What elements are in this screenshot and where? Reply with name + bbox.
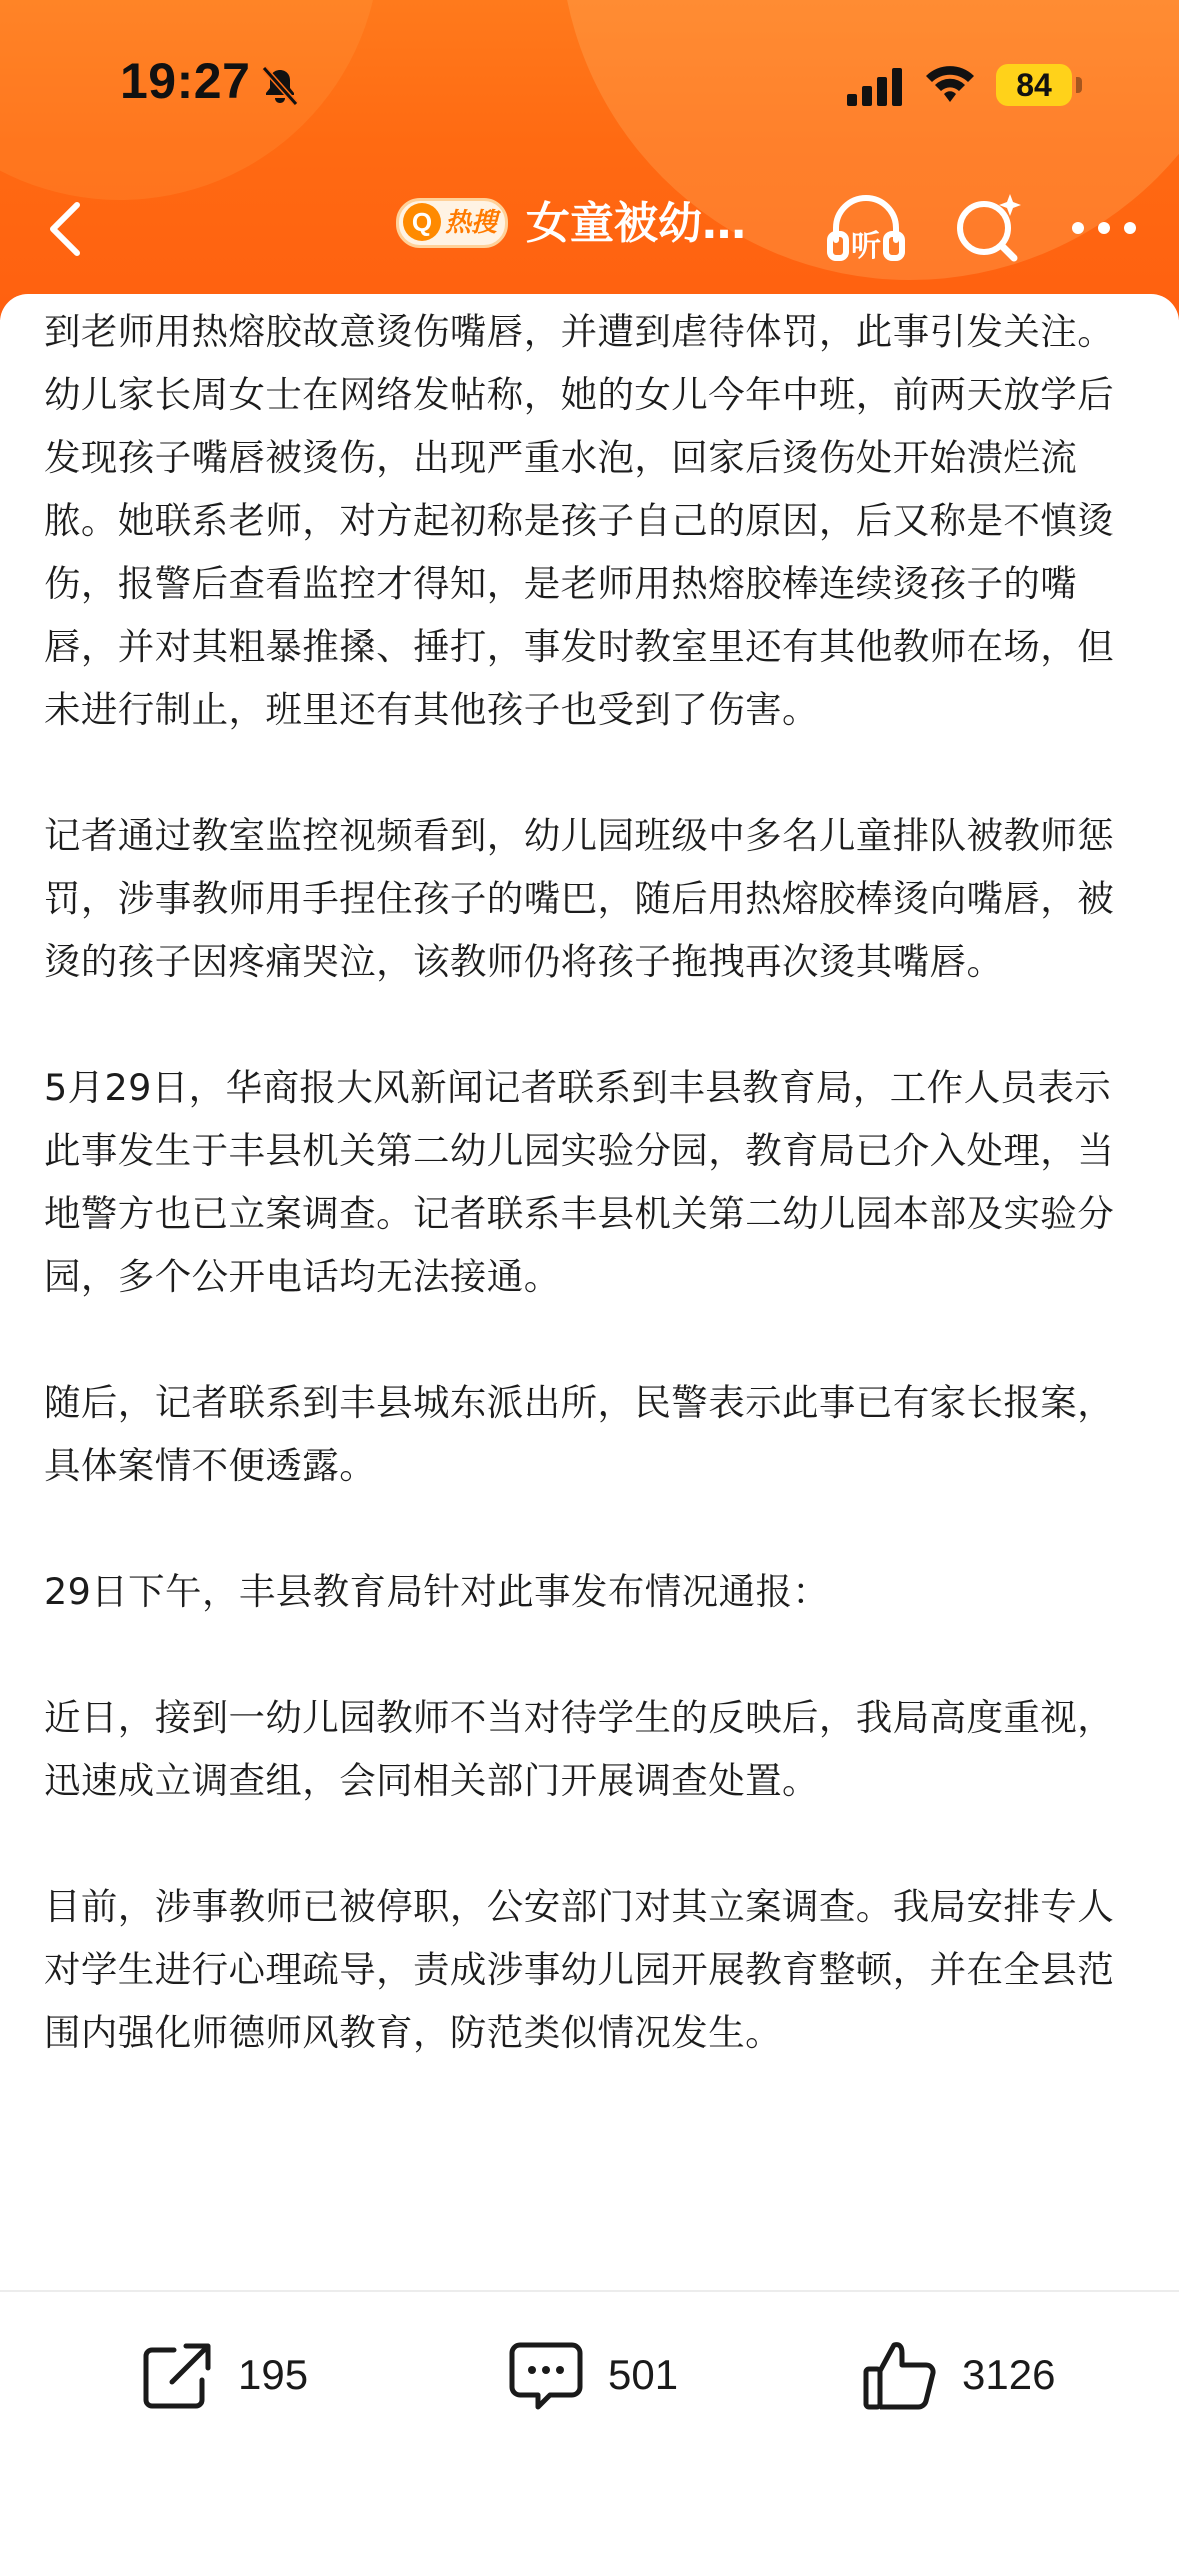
article-paragraph: 29日下午，丰县教育局针对此事发布情况通报：	[44, 1570, 830, 1613]
wifi-icon	[922, 62, 978, 106]
like-button[interactable]	[860, 2330, 1055, 2420]
signal-icon	[845, 66, 905, 106]
listen-button[interactable]	[818, 180, 914, 276]
status-time: 19:27	[120, 53, 251, 109]
share-button[interactable]	[138, 2330, 308, 2420]
bell-muted-icon	[258, 64, 302, 108]
page-title[interactable]: 女童被幼…	[526, 198, 746, 249]
article-body	[44, 300, 1144, 2127]
comment-count: 501	[608, 2351, 679, 2398]
article-paragraph: 目前，涉事教师已被停职，公安部门对其立案调查。我局安排专人对学生进行心理疏导，责成涉事幼儿园开展教育整顿，并在全县范围内强化师德师风教育，防范类似情况发生。	[44, 1885, 1115, 2054]
hot-search-label: 热搜	[445, 208, 498, 238]
action-bar-divider	[0, 2290, 1179, 2292]
battery-tip	[1076, 77, 1082, 93]
search-icon	[940, 180, 1036, 276]
article-paragraph: 5月29日，华商报大风新闻记者联系到丰县教育局，工作人员表示此事发生于丰县机关第二幼儿园实验分园，教育局已介入处理，当地警方也已立案调查。记者联系丰县机关第二幼儿园本部及实验分园，多个公开电话均无法接通。	[44, 1066, 1115, 1298]
more-icon	[1056, 180, 1152, 276]
back-icon	[45, 199, 85, 259]
share-icon	[138, 2336, 216, 2414]
like-icon	[860, 2335, 940, 2415]
search-button[interactable]	[940, 180, 1036, 276]
back-button[interactable]	[20, 184, 110, 274]
battery-level: 84	[1016, 66, 1052, 103]
article-paragraph: 记者通过教室监控视频看到，幼儿园班级中多名儿童排队被教师惩罚，涉事教师用手捏住孩子的嘴巴，随后用热熔胶棒烫向嘴唇，被烫的孩子因疼痛哭泣，该教师仍将孩子拖拽再次烫其嘴唇。	[44, 814, 1115, 983]
hot-search-icon: Q	[403, 203, 441, 241]
like-count: 3126	[962, 2351, 1056, 2398]
article-paragraph: 近日，接到一幼儿园教师不当对待学生的反映后，我局高度重视，迅速成立调查组，会同相关部门开展调查处置。	[44, 1696, 1115, 1802]
more-button[interactable]	[1056, 180, 1152, 276]
comment-button[interactable]	[506, 2330, 678, 2420]
listen-label: 听	[851, 229, 881, 264]
hot-search-badge[interactable]	[396, 198, 508, 248]
share-count: 195	[238, 2351, 309, 2398]
listen-icon	[818, 180, 914, 276]
article-paragraph: 到老师用热熔胶故意烫伤嘴唇，并遭到虐待体罚，此事引发关注。幼儿家长周女士在网络发帖称，她的女儿今年中班，前两天放学后发现孩子嘴唇被烫伤，出现严重水泡，回家后烫伤处开始溃烂流脓。她联系老师，对方起初称是孩子自己的原因，后又称是不慎烫伤，报警后查看监控才得知，是老师用热熔胶棒连续烫孩子的嘴唇，并对其粗暴推搡、捶打，事发时教室里还有其他教师在场，但未进行制止，班里还有其他孩子也受到了伤害。	[44, 310, 1115, 731]
comment-icon	[506, 2335, 586, 2415]
article-paragraph: 随后，记者联系到丰县城东派出所，民警表示此事已有家长报案，具体案情不便透露。	[44, 1381, 1115, 1487]
battery-icon	[996, 64, 1072, 106]
